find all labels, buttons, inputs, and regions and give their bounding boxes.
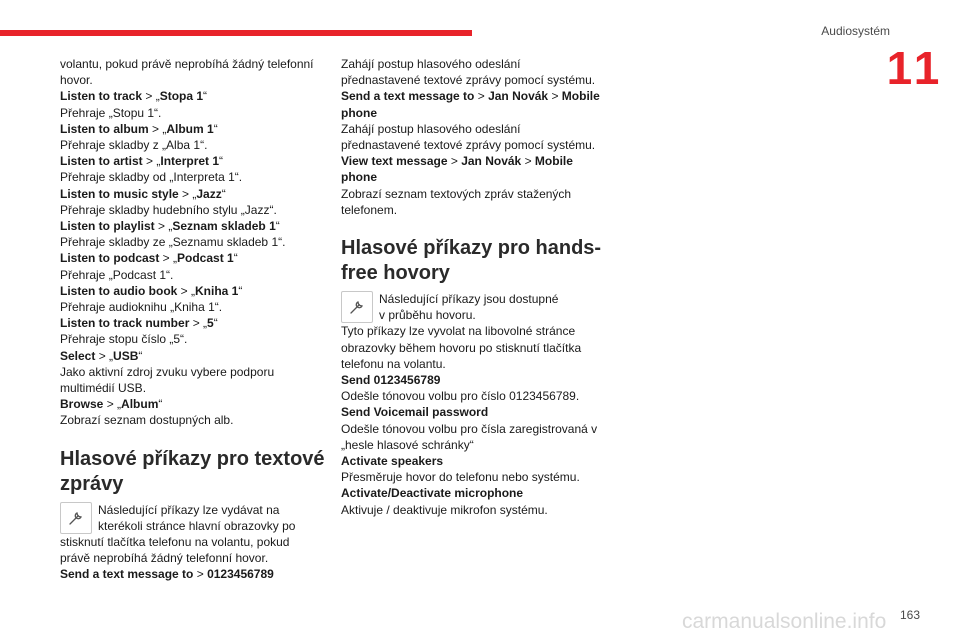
command-text: Mobile — [561, 89, 600, 104]
watermark: carmanualsonline.info — [682, 610, 887, 633]
heading-line: free hovory — [341, 262, 450, 285]
body-text: Přehraje stopu číslo „5“. — [60, 332, 188, 347]
note-line: Následující příkazy lze vydávat na — [98, 502, 280, 517]
command-text: 0123456789 — [207, 567, 274, 582]
text-line — [341, 356, 613, 372]
text-line — [60, 396, 330, 412]
text-line — [60, 348, 330, 364]
text-line — [341, 169, 613, 185]
note-line: v průběhu hovoru. — [379, 308, 476, 323]
text-line — [341, 56, 613, 72]
body-text: volantu, pokud právě neprobíhá žádný telefonní — [60, 57, 314, 71]
text-line — [60, 186, 330, 202]
text-line — [60, 105, 330, 121]
note-text — [98, 502, 330, 534]
command-text: Jan Novák — [461, 154, 522, 169]
command-text: Listen to music style — [60, 186, 179, 201]
header-accent-bar — [0, 30, 472, 36]
text-line — [60, 380, 330, 396]
body-text: stisknutí tlačítka telefonu na volantu, pokud — [60, 535, 290, 550]
section-title: Audiosystém — [821, 24, 890, 38]
body-text: “ — [213, 121, 218, 136]
wrench-icon — [341, 291, 373, 323]
body-text: Tyto příkazy lze vyvolat na libovolné stránce — [341, 324, 576, 339]
body-text: telefonem. — [341, 202, 398, 217]
body-text: > „ — [142, 89, 160, 104]
text-line — [341, 202, 613, 218]
body-text: > — [193, 567, 208, 582]
command-text: 5 — [207, 316, 214, 331]
body-text: > „ — [148, 121, 167, 136]
heading-text-messages — [60, 447, 330, 497]
command-text: Seznam skladeb 1 — [172, 219, 276, 234]
chapter-number: 11 — [886, 42, 944, 94]
body-text: > „ — [142, 154, 161, 169]
command-text: Listen to audio book — [60, 283, 178, 298]
body-text: Zahájí postup hlasového odeslání — [341, 121, 521, 136]
text-line — [60, 153, 330, 169]
text-line — [341, 404, 613, 420]
command-text: phone — [341, 105, 377, 120]
text-line — [341, 121, 613, 137]
text-line — [60, 331, 330, 347]
text-line — [341, 72, 613, 88]
command-text: Browse — [60, 397, 104, 412]
body-text: > „ — [95, 348, 114, 363]
text-line — [60, 169, 330, 185]
body-text: Odešle tónovou volbu pro číslo 0123456789. — [341, 389, 580, 404]
right-text-block — [341, 56, 613, 218]
heading-line: Hlasové příkazy pro textové — [60, 447, 325, 470]
body-text: > „ — [178, 186, 197, 201]
body-text: „hesle hlasové schránky“ — [341, 437, 474, 452]
text-line — [60, 218, 330, 234]
text-line — [60, 88, 330, 104]
left-text-block-2 — [60, 534, 330, 583]
wrench-icon — [60, 502, 92, 534]
text-line — [341, 469, 613, 485]
text-line — [60, 250, 330, 266]
text-line — [60, 550, 330, 566]
left-column — [60, 56, 330, 583]
body-text: přednastavené textové zprávy pomocí systému. — [341, 73, 596, 88]
body-text: telefonu na volantu. — [341, 356, 446, 371]
body-text: “ — [158, 397, 163, 412]
command-text: Listen to album — [60, 121, 149, 136]
body-text: > — [447, 154, 462, 169]
right-text-block-2 — [341, 323, 613, 517]
command-text: View text message — [341, 154, 448, 169]
body-text: Přehraje skladby hudebního stylu „Jazz“. — [60, 202, 277, 217]
note-box — [341, 291, 613, 323]
body-text: “ — [219, 154, 224, 169]
note-line: kterékoli stránce hlavní obrazovky po — [98, 518, 296, 533]
note-line: Následující příkazy jsou dostupné — [379, 292, 559, 307]
body-text: > „ — [103, 397, 122, 412]
body-text: “ — [221, 186, 226, 201]
body-text: “ — [238, 283, 243, 298]
command-text: Podcast 1 — [177, 251, 234, 266]
text-line — [60, 566, 330, 582]
text-line — [60, 72, 330, 88]
command-text: Send a text message to — [60, 567, 194, 582]
command-text: Activate/Deactivate microphone — [341, 486, 524, 501]
command-text: Kniha 1 — [195, 283, 239, 298]
text-line — [341, 421, 613, 437]
text-line — [341, 340, 613, 356]
command-text: Jazz — [196, 186, 222, 201]
command-text: Listen to track number — [60, 316, 190, 331]
body-text: “ — [213, 316, 218, 331]
text-line — [60, 534, 330, 550]
body-text: Přehraje „Stopu 1“. — [60, 105, 162, 120]
body-text: > — [474, 89, 489, 104]
page-number: 163 — [900, 608, 921, 622]
command-text: Listen to podcast — [60, 251, 160, 266]
body-text: přednastavené textové zprávy pomocí systému. — [341, 138, 596, 153]
text-line — [60, 202, 330, 218]
body-text: Zahájí postup hlasového odeslání — [341, 57, 521, 71]
text-line — [341, 323, 613, 339]
text-line — [341, 153, 613, 169]
text-line — [60, 137, 330, 153]
command-text: Select — [60, 348, 96, 363]
heading-line: zprávy — [60, 472, 124, 495]
body-text: Aktivuje / deaktivuje mikrofon systému. — [341, 502, 548, 517]
body-text: Zobrazí seznam dostupných alb. — [60, 413, 234, 428]
text-line — [341, 388, 613, 404]
left-text-block — [60, 56, 330, 429]
command-text: Album 1 — [166, 121, 214, 136]
body-text: > „ — [159, 251, 178, 266]
command-text: Activate speakers — [341, 454, 444, 469]
command-text: Send a text message to — [341, 89, 475, 104]
text-line — [341, 502, 613, 518]
note-box — [60, 502, 330, 534]
text-line — [60, 267, 330, 283]
text-line — [341, 105, 613, 121]
text-line — [60, 234, 330, 250]
text-line — [341, 372, 613, 388]
text-line — [60, 299, 330, 315]
body-text: Odešle tónovou volbu pro čísla zaregistrovaná v — [341, 421, 598, 436]
body-text: > „ — [154, 219, 173, 234]
body-text: obrazovky během hovoru po stisknutí tlačítka — [341, 340, 582, 355]
command-text: Stopa 1 — [159, 89, 204, 104]
heading-line: Hlasové příkazy pro hands- — [341, 237, 602, 260]
body-text: > „ — [177, 283, 195, 298]
text-line — [341, 88, 613, 104]
body-text: Přesměruje hovor do telefonu nebo systému. — [341, 470, 580, 485]
command-text: Send 0123456789 — [341, 373, 441, 388]
heading-hands-free — [341, 236, 613, 286]
text-line — [341, 186, 613, 202]
text-line — [60, 412, 330, 428]
text-line — [60, 315, 330, 331]
text-line — [60, 283, 330, 299]
body-text: Zobrazí seznam textových zpráv stažených — [341, 186, 572, 201]
body-text: > — [548, 89, 562, 104]
body-text: “ — [275, 219, 280, 234]
text-line — [341, 453, 613, 469]
body-text: Přehraje skladby z „Alba 1“. — [60, 138, 208, 153]
right-column — [341, 56, 613, 518]
command-text: phone — [341, 170, 377, 185]
body-text: > „ — [189, 316, 208, 331]
body-text: právě neprobíhá žádný telefonní hovor. — [60, 551, 269, 566]
body-text: Přehraje audioknihu „Kniha 1“. — [60, 300, 223, 315]
command-text: Listen to track — [60, 89, 143, 104]
command-text: Mobile — [534, 154, 573, 169]
body-text: Přehraje „Podcast 1“. — [60, 267, 174, 282]
command-text: Album — [121, 397, 159, 412]
text-line — [341, 485, 613, 501]
body-text: > — [521, 154, 535, 169]
text-line — [341, 437, 613, 453]
text-line — [60, 121, 330, 137]
body-text: hovor. — [60, 73, 93, 88]
note-text — [379, 291, 613, 323]
command-text: Interpret 1 — [160, 154, 220, 169]
command-text: Send Voicemail password — [341, 405, 489, 420]
body-text: “ — [138, 348, 143, 363]
body-text: Jako aktivní zdroj zvuku vybere podporu — [60, 364, 275, 379]
text-line — [60, 364, 330, 380]
body-text: “ — [233, 251, 238, 266]
text-line — [341, 137, 613, 153]
body-text: “ — [203, 89, 208, 104]
body-text: Přehraje skladby od „Interpreta 1“. — [60, 170, 243, 185]
body-text: multimédií USB. — [60, 381, 147, 396]
command-text: USB — [113, 348, 139, 363]
command-text: Listen to artist — [60, 154, 143, 169]
command-text: Jan Novák — [488, 89, 549, 104]
text-line — [60, 56, 330, 72]
body-text: Přehraje skladby ze „Seznamu skladeb 1“. — [60, 235, 286, 250]
command-text: Listen to playlist — [60, 219, 155, 234]
